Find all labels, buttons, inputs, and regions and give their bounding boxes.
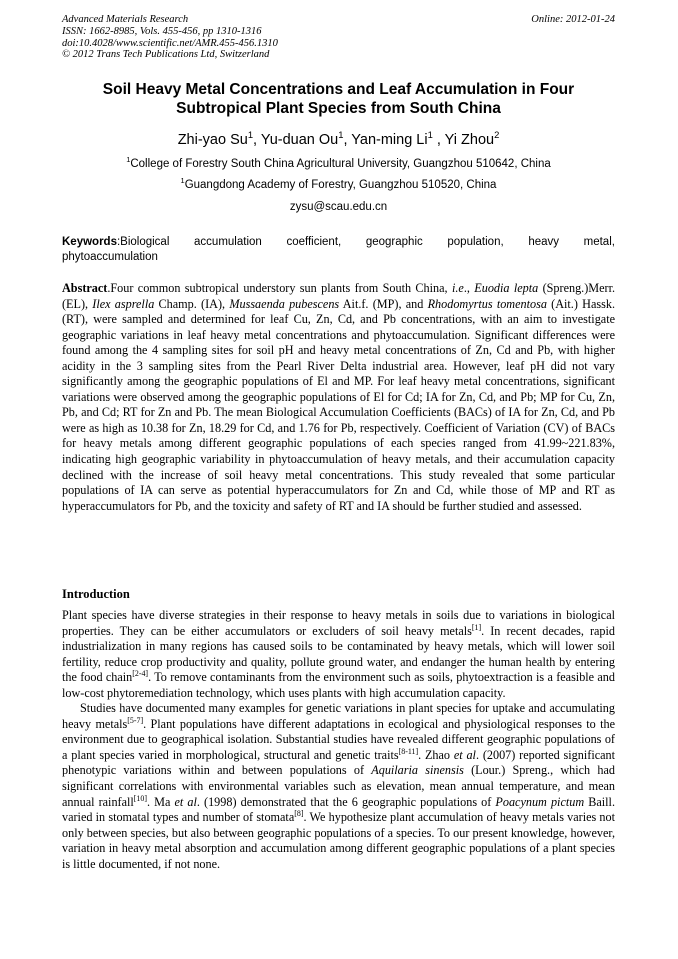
body-text: . We hypothesize plant accumulation of heavy metals varies not only between species, but also between geographic populations of a species. To our present knowledge, however, variation in heavy metal absorption and accumulation among different geographic populations of a plant species is little documented, if not none. xyxy=(62,810,616,871)
species-name: Euodia lepta xyxy=(474,281,539,295)
species-name: Ilex asprella xyxy=(92,296,155,311)
citation-ref[interactable]: [8] xyxy=(294,809,304,819)
abstract-text: (Ait.) Hassk. (RT), were sampled and determined for leaf Cu, Zn, Cd, and Pb concentrations, with an aim to investigate geographic variations in leaf heavy metal concentrations and phytoaccumulation. Significant differences were found among the 4 sampling sites for soil pH and heavy metal concentrations of Zn, Cd and Pb, with higher acidity in the 3 sampling sites from the Pearl River Delta industrial area. However, leaf pH did not vary significantly among the geographic populations of El and MP. For leaf heavy metal concentrations, significant variations were observed among the geographic populations of El for Cd; IA for Zn, Cd, and Pb; MP for Cu, Zn, Pb, and Cd; RT for Zn and Pb. The mean Biological Accumulation Coefficients (BACs) of IA for Zn, Cd, and Pb were as high as 10.38 for Zn, 18.29 for Cd, and 1.76 for Pb, respectively. Coefficient of Variation (CV) of BACs for heavy metals among different geographic populations of each species ranged from 41.99~221.83%, indicating high geographic variability in phytoaccumulation of heavy metals, and their accumulation capacity declined with the increase of soil heavy metal concentrations. This study revealed that some particular populations of IA can serve as potential hyperaccumulators for Zn and Cd, while those of MP and RT as hyperaccumulators for Pb, and the toxicity and safety of RT and IA should be further studied and assessed. xyxy=(62,296,615,513)
body-text: Baill. varied in stomatal types and number of stomata xyxy=(62,794,615,825)
et-al: et al xyxy=(174,794,197,809)
title-line-2: Subtropical Plant Species from South China xyxy=(176,100,501,117)
keyword-term: metal, xyxy=(583,236,615,248)
abstract-paragraph xyxy=(62,281,615,514)
citation-ref[interactable]: [5-7] xyxy=(127,715,144,725)
author-name: Yu-duan Ou xyxy=(260,132,339,148)
doi-line[interactable]: doi:10.4028/www.scientific.net/AMR.455-456.1310 xyxy=(62,37,278,49)
author-affil-sup: 1 xyxy=(247,129,254,141)
keyword-term: accumulation xyxy=(194,236,262,248)
species-name: Rhodomyrtus tomentosa xyxy=(427,296,547,311)
body-text: . To remove contaminants from the environment such as soils, phytoextraction is a feasible and low-cost phytoremediation technology, which uses plants with high accumulation capacity. xyxy=(62,670,615,700)
citation-ref[interactable]: [1] xyxy=(471,622,482,632)
citation-ref[interactable]: [2-4] xyxy=(132,669,149,679)
paper-title xyxy=(62,80,615,118)
body-text: Studies have documented many examples for genetic variations in plant species for uptake and accumulating heavy metals xyxy=(62,701,615,731)
affiliation-1 xyxy=(62,157,615,171)
author-list xyxy=(62,131,615,149)
body-text: . In recent decades, rapid industrialization in many regions has caused soils to be contaminated by heavy metals, which will lower soil fertility, reduce crop productivity and quality, pollute ground water, and endanger the human health by entering the food chain xyxy=(62,623,615,685)
author-separator: , xyxy=(343,132,352,148)
issn-line: ISSN: 1662-8985, Vols. 455-456, pp 1310-1316 xyxy=(62,25,262,37)
affiliation-text: Guangdong Academy of Forestry, Guangzhou 510520, China xyxy=(184,179,497,191)
abstract-text: ., xyxy=(463,281,475,295)
body-text: . (1998) demonstrated that the 6 geographic populations of xyxy=(196,794,496,809)
body-text: Plant species have diverse strategies in their response to heavy metals in soils due to variations in biological properties. They can be either accumulators or excluders of soil heavy metals xyxy=(62,608,615,638)
author-name: Yan-ming Li xyxy=(351,132,428,148)
body-text: . Zhao xyxy=(418,747,454,762)
abstract-text: Champ. (IA), xyxy=(154,296,230,311)
affiliation-sup: 1 xyxy=(180,176,185,186)
online-date: Online: 2012-01-24 xyxy=(531,14,615,25)
author-affil-sup: 2 xyxy=(494,129,500,141)
keyword-term: heavy xyxy=(528,236,559,248)
body-text: . Ma xyxy=(146,794,175,809)
author-separator: , xyxy=(432,132,445,148)
copyright-line: © 2012 Trans Tech Publications Ltd, Switzerland xyxy=(62,49,270,61)
keyword-term: phytoaccumulation xyxy=(62,251,158,263)
citation-ref[interactable]: [8-11] xyxy=(398,746,419,756)
abstract-text: Ait.f. (MP), and xyxy=(339,296,428,311)
intro-paragraph-1 xyxy=(62,608,615,701)
title-line-1: Soil Heavy Metal Concentrations and Leaf Accumulation in Four xyxy=(102,81,575,98)
author-separator: , xyxy=(253,132,261,148)
introduction-body xyxy=(62,608,615,872)
affiliation-sup: 1 xyxy=(126,155,131,165)
keywords-label: Keywords xyxy=(62,236,117,248)
citation-ref[interactable]: [10] xyxy=(133,793,147,803)
keyword-term: :Biological xyxy=(116,236,170,248)
author-email[interactable]: zysu@scau.edu.cn xyxy=(289,201,388,213)
species-name: Mussaenda pubescens xyxy=(229,296,340,311)
author-affil-sup: 1 xyxy=(427,129,433,141)
keyword-term: population, xyxy=(447,236,504,248)
introduction-heading: Introduction xyxy=(62,587,130,601)
body-text: . Plant populations have different adaptations in ecological and physiological responses to the environment due to geographical isolation. Substantial studies have revealed different geographic populations of a plant species varied in morphological, structural and genetic traits xyxy=(62,716,616,762)
abstract-text: .Four common subtropical understory sun plants from South China, xyxy=(107,281,452,295)
affiliation-2 xyxy=(62,178,615,192)
body-text: (Lour.) Spreng., which had significant correlations with environmental variables such as elevation, mean annual temperature, and mean annual rainfall xyxy=(62,763,615,809)
species-name: Aquilaria sinensis xyxy=(371,763,464,778)
keyword-term: geographic xyxy=(365,236,423,248)
abstract-label: Abstract xyxy=(62,281,108,295)
author-name: Yi Zhou xyxy=(444,132,495,148)
keyword-term: coefficient, xyxy=(286,236,342,248)
et-al: et al xyxy=(453,747,476,762)
intro-paragraph-2 xyxy=(62,701,615,872)
species-name: Poacynum pictum xyxy=(495,794,585,809)
abstract-text: (Spreng.)Merr. (EL), xyxy=(62,281,616,311)
body-text: . (2007) reported significant phenotypic variations within and between populations of xyxy=(62,747,616,778)
journal-header xyxy=(62,14,615,61)
keywords-block xyxy=(62,235,615,265)
author-name: Zhi-yao Su xyxy=(177,132,248,148)
affiliation-text: College of Forestry South China Agricultural University, Guangzhou 510642, China xyxy=(130,158,551,170)
author-affil-sup: 1 xyxy=(338,129,344,141)
journal-name: Advanced Materials Research xyxy=(62,14,189,25)
abstract-italic: i.e xyxy=(451,281,464,295)
